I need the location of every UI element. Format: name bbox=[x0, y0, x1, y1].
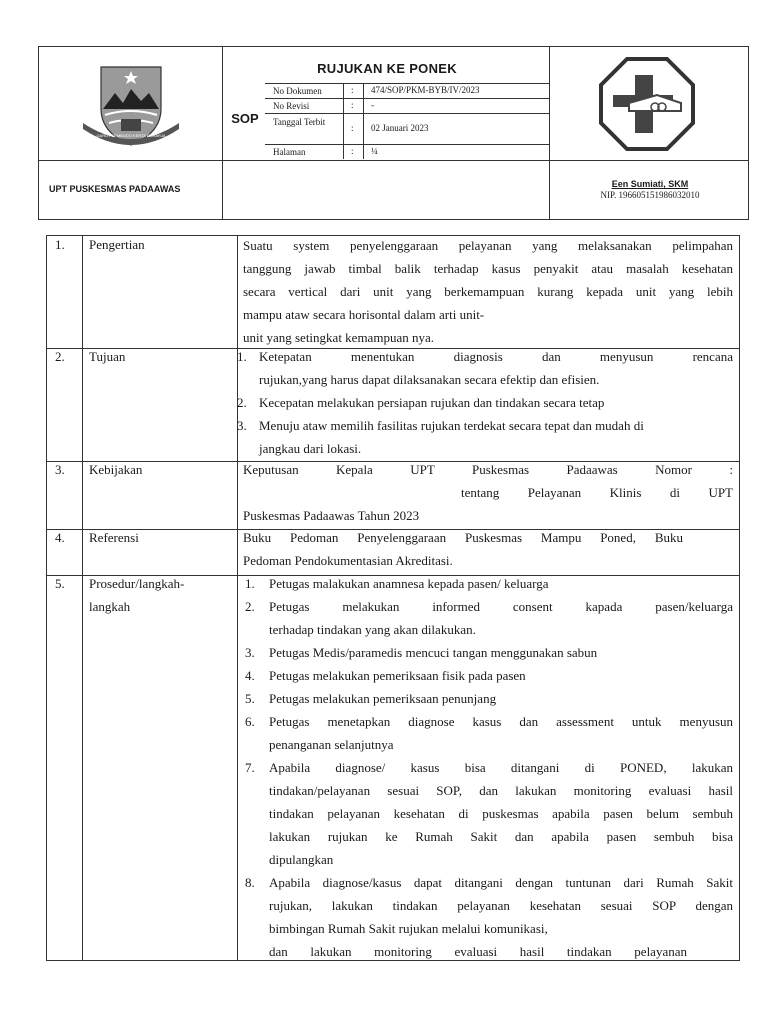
list-item: 8. Apabila diagnose/kasus dapat ditangani dengan tuntunan dari Rumah Sakit rujukan, lakukan tindakan pelayanan kesehatan sesuai SOP dengan bimbingan Rumah Sakit rujukan melalui komunikasi, dan lakukan monitoring evaluasi hasil tindakan pelayanan bbox=[245, 875, 733, 959]
row-text: Suatu system penyelenggaraan pelayanan yang melaksanakan pelimpahan tanggung jawab timbal balik terhadap kasus penyakit atau masalah kesehatan secara vertical dari unit yang berkemampuan kurang kepada unit yang lebih mampu ataw secara horisontal dalam arti unit- unit yang setingkat kemampuan nya. bbox=[243, 238, 733, 345]
row-label: Pengertian bbox=[89, 237, 145, 252]
row-number: 5. bbox=[55, 576, 65, 591]
row-label: Kebijakan bbox=[89, 462, 143, 477]
row-label: Tujuan bbox=[89, 349, 126, 364]
signer-name: Een Sumiati, SKM bbox=[611, 179, 689, 189]
list-item: 5. Petugas melakukan pemeriksaan penunjang bbox=[245, 691, 497, 706]
row-number: 2. bbox=[55, 349, 65, 364]
row-text: Buku Pedoman Penyelenggaraan Puskesmas Mampu Poned, Buku Pedoman Pendokumentasian Akreditasi. bbox=[243, 530, 683, 568]
list-item: 3. Petugas Medis/paramedis mencuci tangan menggunakan sabun bbox=[245, 645, 598, 660]
row-text: Keputusan Kepala UPT Puskesmas Padaawas Nomor : tentang Pelayanan Klinis di UPT Puskesmas Padaawas Tahun 2023 bbox=[243, 462, 733, 523]
list-item: 1. Petugas malakukan anamnesa kepada pasen/ keluarga bbox=[245, 576, 549, 591]
row-label: Referensi bbox=[89, 530, 139, 545]
list-item: 2. Kecepatan melakukan persiapan rujukan dan tindakan secara tetap bbox=[237, 395, 605, 410]
signer-nip: NIP. 196605151986032010 bbox=[600, 190, 700, 200]
document-title: RUJUKAN KE PONEK bbox=[317, 61, 457, 76]
row-label: Prosedur/langkah-langkah bbox=[89, 576, 185, 614]
list-item: 2. Petugas melakukan informed consent kapada pasen/keluarga terhadap tindakan yang akan dilakukan. bbox=[245, 599, 733, 637]
list-item: 3. Menuju ataw memilih fasilitas rujukan terdekat secara tepat dan mudah di jangkau dari lokasi. bbox=[237, 418, 644, 456]
document-header bbox=[38, 46, 749, 220]
organization-name: UPT PUSKESMAS PADAAWAS bbox=[49, 184, 181, 194]
meta-row-tanggal-terbit: Tanggal Terbit : 02 Januari 2023 bbox=[265, 113, 549, 145]
puskesmas-logo-icon bbox=[599, 57, 695, 151]
list-item: 7. Apabila diagnose/ kasus bisa ditangani di PONED, lakukan tindakan/pelayanan sesuai SOP, dan lakukan monitoring evaluasi hasil tindakan pelayanan kesehatan di puskesmas apabila pasen belum sembuh lakukan rujukan ke Rumah Sakit dan apabila pasen sembuh bisa dipulangkan bbox=[245, 760, 733, 867]
signature-block bbox=[551, 179, 749, 200]
row-number: 1. bbox=[55, 237, 65, 252]
garut-regency-emblem-icon bbox=[81, 63, 181, 147]
list-item: 1. Ketepatan menentukan diagnosis dan menyusun rencana rujukan,yang harus dapat dilaksanakan secara efektip dan efisien. bbox=[237, 349, 733, 387]
list-item: 6. Petugas menetapkan diagnose kasus dan assessment untuk menyusun penanganan selanjutnya bbox=[245, 714, 733, 752]
sop-content-table bbox=[46, 235, 740, 961]
emblem-motto: GARUT SEMBODO KERTA RAHARJA bbox=[96, 133, 166, 138]
row-number: 3. bbox=[55, 462, 65, 477]
row-number: 4. bbox=[55, 530, 65, 545]
meta-row-no-revisi: No Revisi : - bbox=[265, 98, 549, 114]
sop-label: SOP bbox=[231, 111, 259, 126]
meta-row-no-dokumen: No Dokumen : 474/SOP/PKM-BYB/IV/2023 bbox=[265, 83, 549, 99]
meta-row-halaman: Halaman : ¼ bbox=[265, 144, 549, 160]
list-item: 4. Petugas melakukan pemeriksaan fisik pada pasen bbox=[245, 668, 526, 683]
